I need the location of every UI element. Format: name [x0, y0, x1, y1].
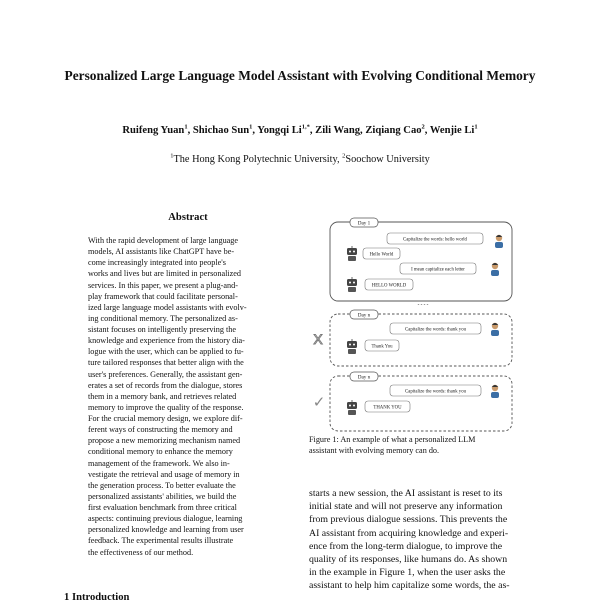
abstract-line: knowledge and experience from the history dia- [88, 336, 245, 346]
abstract-line: ture tailored responses that better align with the [88, 358, 244, 368]
dayn-wrong-user-text: Capitalize the words: thank you [404, 327, 467, 333]
user-icon [491, 385, 499, 398]
dayn-right-bot-text: THANK YOU [373, 405, 402, 411]
author-name: Yongqi Li [257, 125, 302, 136]
body-text-line: from previous dialogue sessions. This prevents the [309, 514, 508, 526]
figure-1 [306, 210, 536, 434]
author-affil-sup: 2 [421, 123, 425, 131]
section-heading: 1 Introduction [64, 592, 130, 600]
abstract-line: propose a new memorizing mechanism named [88, 436, 241, 446]
abstract-line: conditional memory to enhance the memory [88, 447, 233, 457]
abstract-line: sistant focuses on intelligently preserving the [88, 325, 237, 334]
abstract-line: user's preferences. Generally, the assistant gen- [88, 369, 243, 379]
abstract-line: vestigate the retrieval and usage of memory in [88, 469, 240, 479]
abstract-line: the effectiveness of our method. [88, 547, 194, 557]
abstract-line: For the crucial memory design, we explore dif- [88, 414, 243, 423]
user-icon [495, 235, 503, 248]
robot-icon [347, 277, 357, 292]
check-mark: ✓ [312, 393, 326, 411]
abstract-line: personalized assistants' abilities, we build the [88, 491, 237, 501]
abstract-line: ized large language model assistants with evolv- [88, 302, 247, 312]
user-icon [491, 323, 499, 336]
user-icon [491, 263, 499, 276]
affil-sup-2: 2 [342, 152, 346, 160]
abstract-line: ing conditional memory. The personalized as- [88, 313, 238, 323]
dayn-right-user-text: Capitalize the words: thank you [404, 389, 467, 395]
abstract-line: the generation process. To better evaluate the [88, 480, 236, 490]
day1-bot-text-2: HELLO WORLD [371, 283, 407, 289]
abstract-line: feedback. The experimental results illustrate [88, 536, 234, 546]
body-text-line: ence from the long-term dialogue, to improve the [309, 540, 503, 552]
abstract-line: memory to improve the quality of the response. [88, 402, 244, 412]
affil-1: The Hong Kong Polytechnic University, [173, 154, 343, 165]
abstract-heading: Abstract [168, 212, 208, 223]
robot-icon [347, 339, 357, 354]
dayn-wrong-label: Day n [357, 312, 371, 319]
abstract-line: ferent ways of constructing the memory and [88, 425, 233, 435]
author-name: Shichao Sun [192, 125, 250, 136]
author-name: Ziqiang Cao [365, 125, 422, 136]
abstract-line: aspects: continuing previous dialogue, learning [88, 514, 243, 524]
abstract-line: management of the framework. We also in- [88, 458, 230, 468]
caption-line: Figure 1: An example of what a personalized LLM [309, 435, 476, 444]
abstract-line: models, AI assistants like ChatGPT have be- [88, 247, 235, 257]
affil-sup-1: 1 [170, 152, 174, 160]
author-affil-sup: 1 [184, 123, 188, 131]
abstract-body [88, 235, 288, 558]
abstract-line: erates a set of records from the dialogue, stores [88, 380, 243, 390]
wrong-mark: X [313, 331, 323, 347]
day1-bot-text-1: Hello World [369, 252, 394, 258]
session-gap-dots: - - - - [417, 302, 429, 308]
author-name: Zili Wang [315, 125, 361, 136]
body-text-line: initial state and will not preserve any information [309, 501, 503, 513]
robot-icon [347, 246, 357, 261]
abstract-line: personalized knowledge and learning from user [88, 525, 244, 535]
dayn-wrong-bot-text: Thank You [371, 344, 393, 350]
intro-body-right [309, 487, 535, 593]
caption-line: assistant with evolving memory can do. [309, 446, 440, 455]
abstract-line: logue with the user, which can be applied to fu- [88, 347, 244, 357]
dayn-right-label: Day n [357, 374, 371, 381]
day1-user-text-1: Capitalize the words: hello world [403, 237, 467, 243]
robot-icon [347, 400, 357, 415]
affil-2: Soochow University [345, 154, 430, 165]
body-text-line: AI assistant from acquiring knowledge and experi- [309, 527, 509, 539]
abstract-line: come increasingly integrated into people's [88, 258, 226, 268]
abstract-line: play framework that could facilitate personal- [88, 291, 238, 301]
affiliations [40, 153, 560, 166]
day1-user-text-2: I mean capitalize each letter [411, 267, 465, 273]
abstract-line: works and lives but are limited in personalized [88, 269, 242, 279]
body-text-line: assistant to help him capitalize some words, the as- [309, 580, 510, 592]
author-list: Ruifeng Yuan$^1$, Shichao Sun$^1$, Yongqi $Li^{1,*}$, Zili Wang, Ziqiang Cao$^2$, Wenjie Li$^1$ [122, 123, 478, 136]
abstract-line: With the rapid development of large language [88, 236, 239, 245]
body-text-line: in the example in Figure 1, when the user asks the [309, 567, 506, 579]
dayn-right-box [330, 376, 512, 431]
figure-caption [309, 434, 534, 456]
day1-label: Day 1 [357, 220, 371, 227]
author-affil-sup: 1,* [301, 123, 310, 131]
author-name: Ruifeng Yuan [122, 125, 185, 136]
abstract-line: first evaluation benchmark from three critical [88, 503, 237, 512]
abstract-line: them in a memory bank, and retrieves related [88, 391, 237, 401]
author-affil-sup: 1 [474, 123, 478, 131]
body-text-line: starts a new session, the AI assistant is reset to its [309, 488, 503, 499]
body-text-line: quality of its responses, like humans do. As shown [309, 554, 508, 566]
author-name: Wenjie Li [429, 125, 475, 136]
paper-title: Personalized Large Language Model Assistant with Evolving Conditional Memory [64, 68, 536, 83]
author-affil-sup: 1 [249, 123, 253, 131]
abstract-line: services. In this paper, we present a plug-and- [88, 280, 238, 290]
dayn-wrong-box [330, 314, 512, 366]
